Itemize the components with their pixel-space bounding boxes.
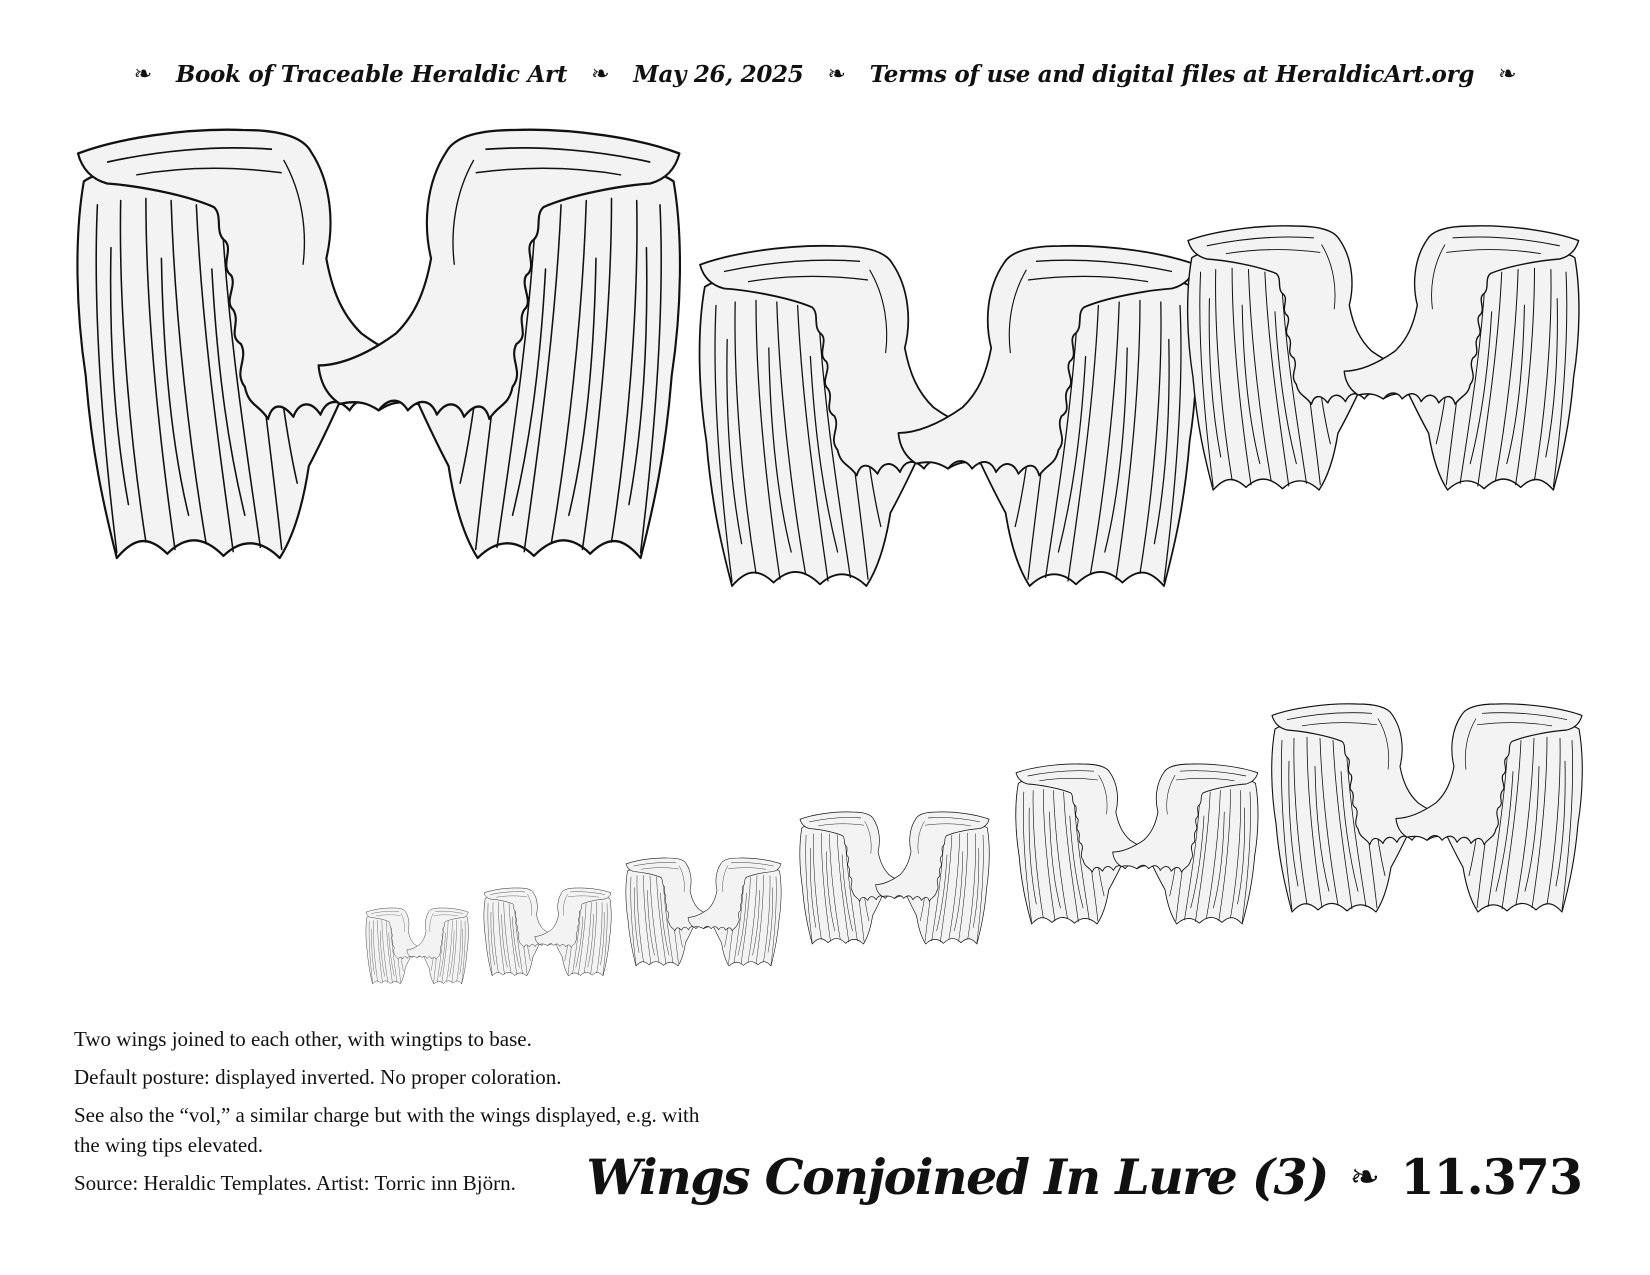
book-title: Book of Traceable Heraldic Art [175, 60, 568, 88]
wing-figure-medium [700, 246, 1197, 586]
description-line: Two wings joined to each other, with wingtips to base. [74, 1027, 532, 1051]
fleuron-icon: ❧ [827, 61, 846, 87]
plate-title [586, 1142, 1582, 1212]
wing-figure-scale-6 [1272, 704, 1583, 912]
wing-figure-small [1188, 226, 1579, 490]
wing-figure-scale-4 [800, 812, 989, 944]
header-date: May 26, 2025 [633, 60, 804, 88]
fleuron-icon: ❧ [133, 61, 152, 87]
fleuron-icon: ❧ [1349, 1156, 1379, 1198]
terms-link[interactable]: Terms of use and digital files at HeraldicArt.org [869, 60, 1475, 88]
plate-number: 11.373 [1400, 1148, 1582, 1206]
charge-name: Wings Conjoined In Lure (3) [586, 1148, 1328, 1206]
description-line: Source: Heraldic Templates. Artist: Torric inn Björn. [74, 1171, 516, 1195]
wing-figure-scale-5 [1016, 764, 1258, 924]
fleuron-icon: ❧ [591, 61, 610, 87]
fleuron-icon: ❧ [1498, 61, 1517, 87]
wing-figure-large [77, 130, 680, 558]
wing-figure-scale-3 [626, 858, 781, 966]
description-line: See also the “vol,” a similar charge but with the wings displayed, e.g. with the wing tips elevated. [74, 1103, 700, 1157]
description-line: Default posture: displayed inverted. No proper coloration. [74, 1065, 562, 1089]
wing-figure-scale-2 [484, 888, 611, 976]
wing-figure-scale-1 [366, 908, 468, 984]
